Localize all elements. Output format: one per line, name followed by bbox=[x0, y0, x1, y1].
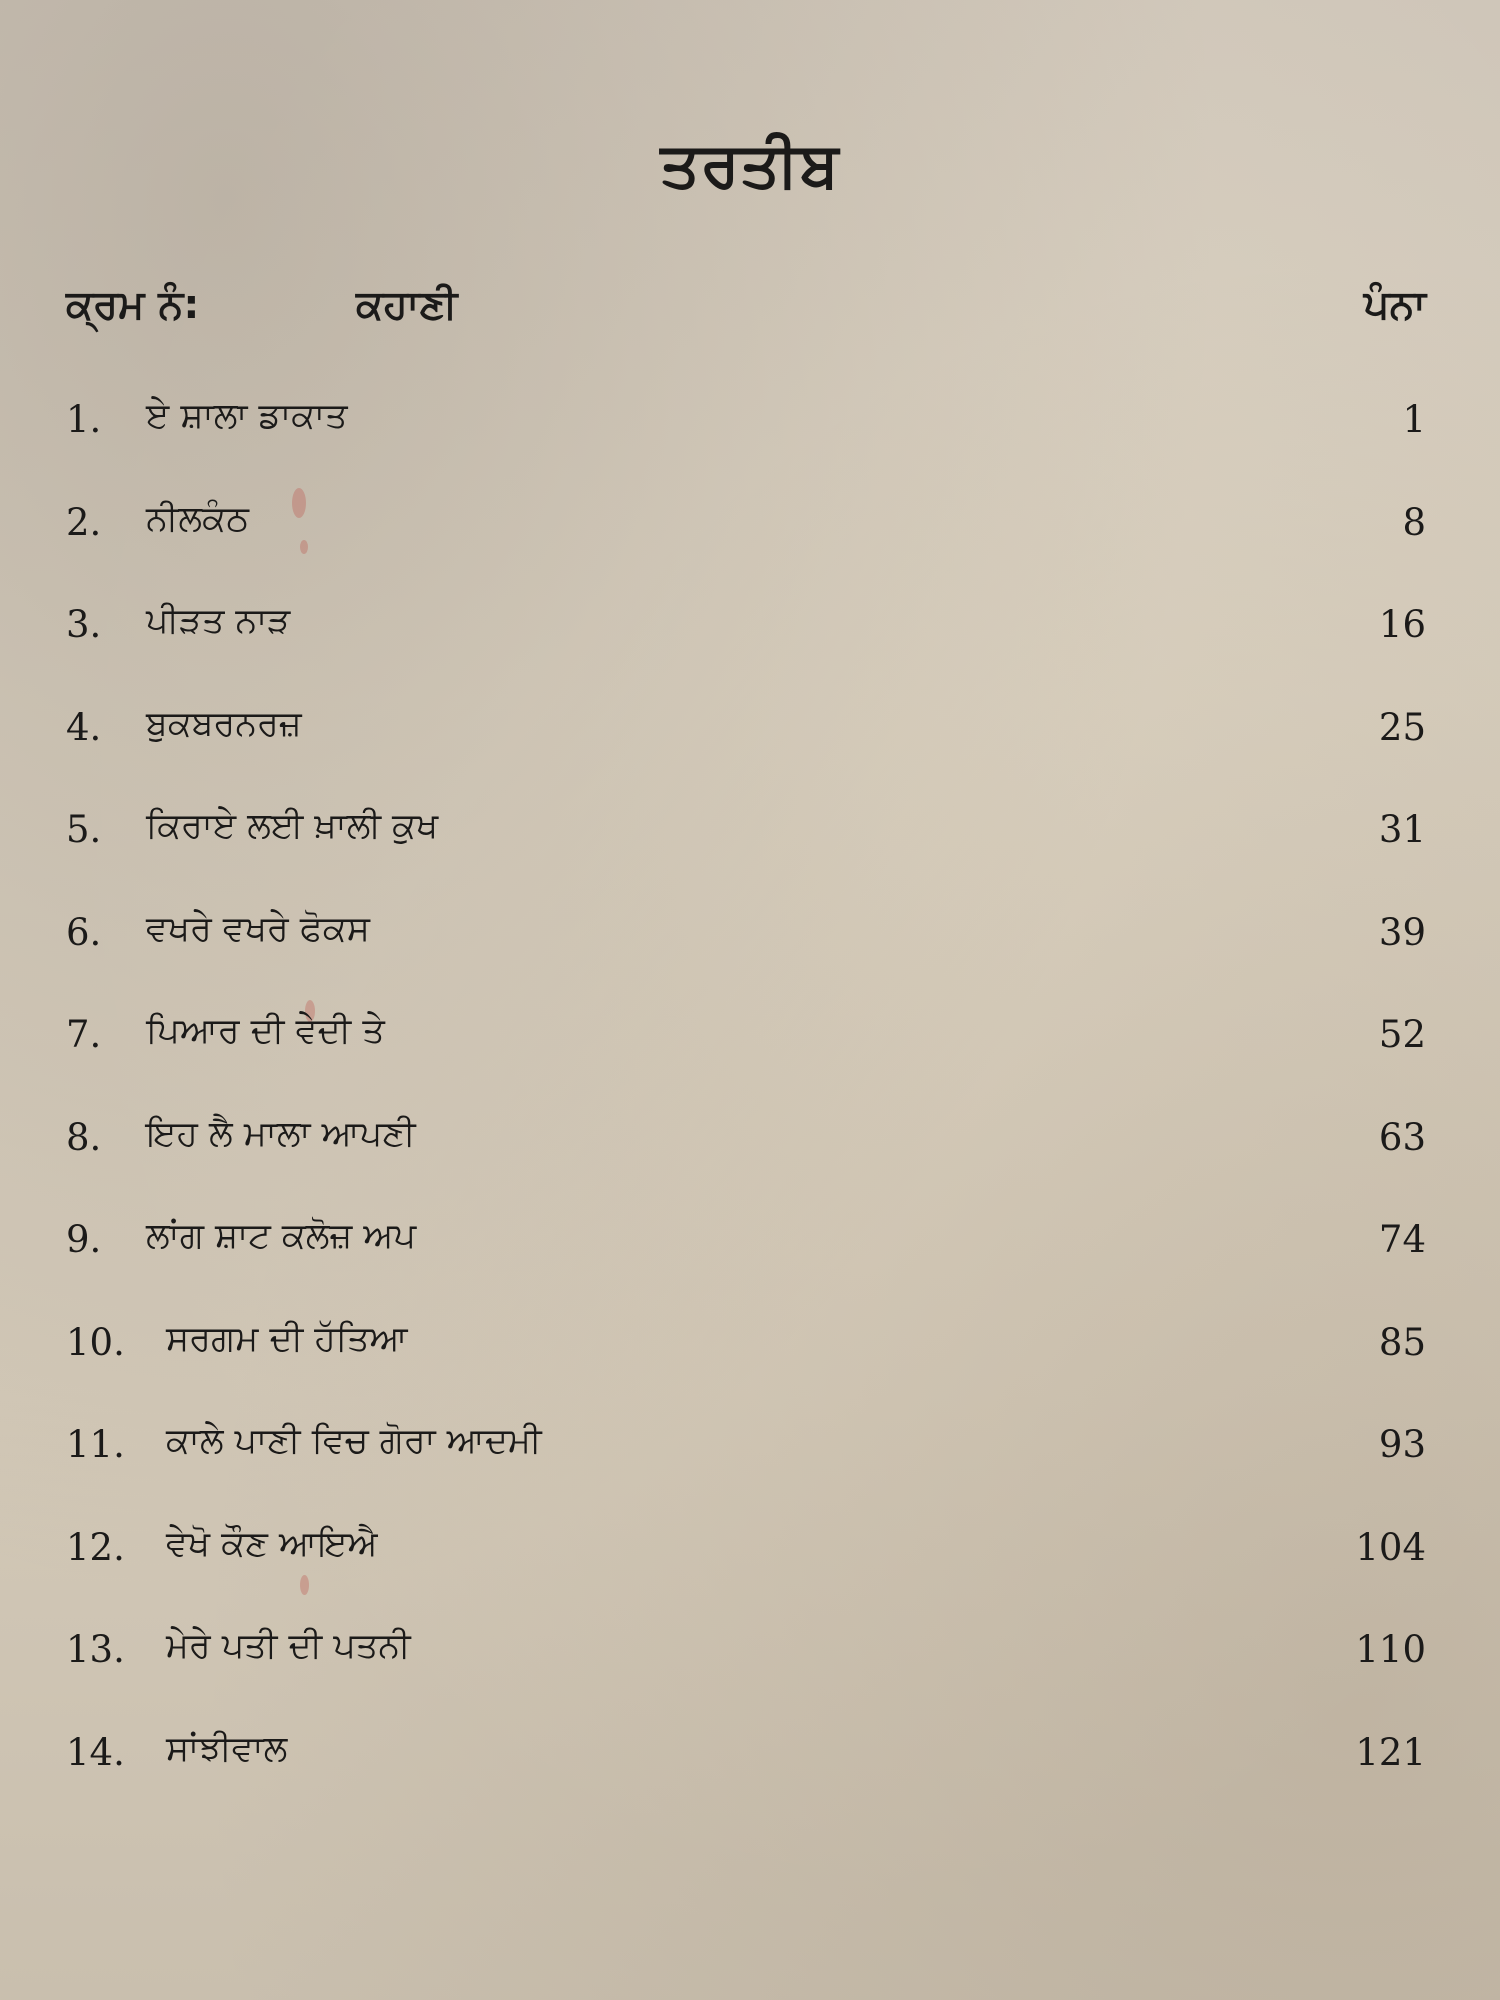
entry-number: 1. bbox=[66, 398, 102, 441]
toc-entry bbox=[66, 1713, 1426, 1816]
entry-story-title: ਸਾਂਝੀਵਾਲ bbox=[166, 1728, 288, 1769]
entry-story-title: ਵਖਰੇ ਵਖਰੇ ਫੋਕਸ bbox=[146, 908, 370, 949]
page-title: ਤਰਤੀਬ bbox=[660, 128, 840, 201]
entry-number: 7. bbox=[66, 1013, 102, 1056]
entry-number: 3. bbox=[66, 603, 102, 646]
entry-number: 6. bbox=[66, 910, 102, 954]
toc-entry bbox=[66, 380, 1426, 483]
entry-story-title: ਨੀਲਕੰਠ bbox=[146, 498, 249, 539]
toc-entry bbox=[66, 995, 1426, 1098]
entry-story-title: ਕਾਲੇ ਪਾਣੀ ਵਿਚ ਗੋਰਾ ਆਦਮੀ bbox=[166, 1421, 542, 1461]
entry-page-number: 31 bbox=[1378, 808, 1426, 851]
entry-page-number: 121 bbox=[1355, 1730, 1426, 1774]
entry-number: 8. bbox=[66, 1115, 102, 1159]
entry-number: 11. bbox=[66, 1423, 125, 1466]
toc-entry bbox=[66, 1405, 1426, 1508]
entry-number: 12. bbox=[66, 1525, 125, 1569]
entry-page-number: 93 bbox=[1378, 1423, 1426, 1466]
entry-number: 2. bbox=[66, 500, 102, 544]
toc-entry bbox=[66, 1610, 1426, 1713]
entry-page-number: 110 bbox=[1355, 1628, 1426, 1671]
entry-page-number: 1 bbox=[1402, 398, 1426, 441]
page-column-header: ਪੰਨਾ bbox=[1363, 282, 1426, 328]
entry-page-number: 25 bbox=[1378, 705, 1426, 749]
entry-story-title: ਲਾਂਗ ਸ਼ਾਟ ਕਲੋਜ਼ ਅਪ bbox=[146, 1216, 417, 1256]
entry-number: 10. bbox=[66, 1320, 125, 1364]
toc-entry bbox=[66, 1200, 1426, 1303]
number-column-header: ਕ੍ਰਮ ਨੰ: bbox=[66, 282, 200, 328]
entry-story-title: ਇਹ ਲੈ ਮਾਲਾ ਆਪਣੀ bbox=[146, 1113, 416, 1154]
toc-entry bbox=[66, 1303, 1426, 1406]
entry-story-title: ਮੇਰੇ ਪਤੀ ਦੀ ਪਤਨੀ bbox=[166, 1626, 411, 1666]
toc-entry bbox=[66, 790, 1426, 893]
entry-number: 4. bbox=[66, 705, 102, 749]
entry-number: 13. bbox=[66, 1628, 125, 1671]
table-of-contents bbox=[66, 380, 1426, 1815]
entry-number: 5. bbox=[66, 808, 102, 851]
entry-story-title: ਸਰਗਮ ਦੀ ਹੱਤਿਆ bbox=[166, 1318, 408, 1359]
entry-story-title: ਪੀੜਤ ਨਾੜ bbox=[146, 601, 291, 641]
toc-entry bbox=[66, 1508, 1426, 1611]
story-column-header: ਕਹਾਣੀ bbox=[356, 282, 458, 328]
entry-story-title: ਕਿਰਾਏ ਲਈ ਖ਼ਾਲੀ ਕੁਖ bbox=[146, 806, 439, 846]
entry-story-title: ਬੁਕਬਰਨਰਜ਼ bbox=[146, 703, 302, 744]
toc-entry bbox=[66, 893, 1426, 996]
entry-story-title: ਵੇਖੋ ਕੌਣ ਆਇਐ bbox=[166, 1523, 378, 1564]
entry-page-number: 104 bbox=[1355, 1525, 1426, 1569]
entry-page-number: 52 bbox=[1378, 1013, 1426, 1056]
entry-page-number: 63 bbox=[1378, 1115, 1426, 1159]
toc-entry bbox=[66, 585, 1426, 688]
entry-story-title: ਪਿਆਰ ਦੀ ਵੇਦੀ ਤੇ bbox=[146, 1011, 385, 1051]
toc-entry bbox=[66, 688, 1426, 791]
entry-story-title: ਏ ਸ਼ਾਲਾ ਡਾਕਾਤ bbox=[146, 396, 348, 436]
toc-entry bbox=[66, 483, 1426, 586]
entry-page-number: 16 bbox=[1378, 603, 1426, 646]
entry-number: 9. bbox=[66, 1218, 102, 1261]
entry-page-number: 8 bbox=[1402, 500, 1426, 544]
entry-page-number: 74 bbox=[1378, 1218, 1426, 1261]
entry-number: 14. bbox=[66, 1730, 125, 1774]
toc-entry bbox=[66, 1098, 1426, 1201]
entry-page-number: 85 bbox=[1378, 1320, 1426, 1364]
toc-header bbox=[66, 282, 1426, 352]
entry-page-number: 39 bbox=[1378, 910, 1426, 954]
